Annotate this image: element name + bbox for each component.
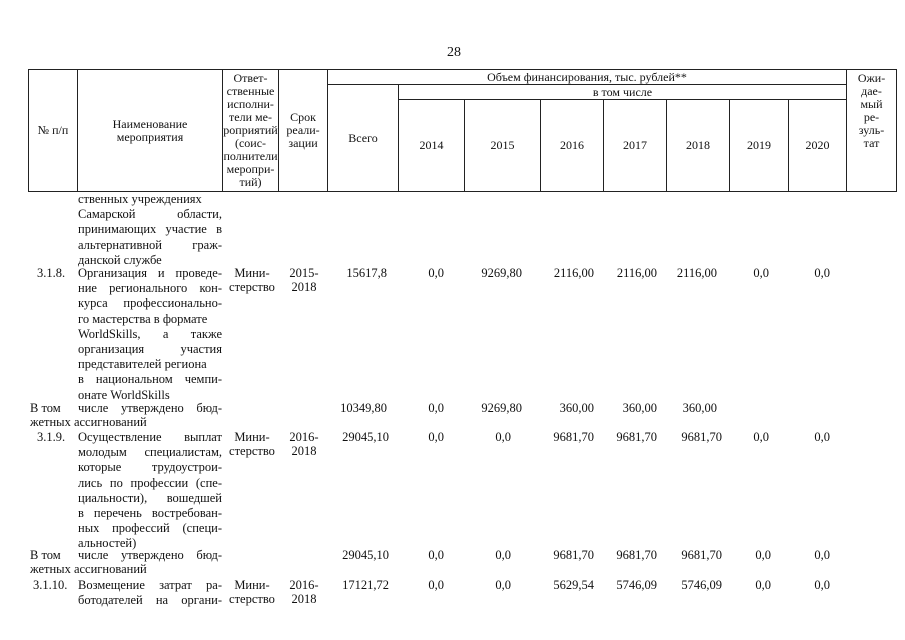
row-num-continuation: жетных ассигнований <box>30 415 147 429</box>
row-description: Осуществление выплат молодым специалистам, которые трудоустрои- лись по профессии (спе- циальности), вошедшей в перечень востребован- ных профессий (специ- альностей) <box>78 430 222 551</box>
value-2015: 9269,80 <box>481 401 522 415</box>
value-2014: 0,0 <box>428 548 444 562</box>
value-2016: 9681,70 <box>553 430 594 444</box>
header-including: в том числе <box>398 84 847 100</box>
value-2018: 9681,70 <box>681 548 722 562</box>
header-year-2019: 2019 <box>729 99 789 192</box>
header-year-2020: 2020 <box>788 99 847 192</box>
header-year-2014: 2014 <box>398 99 465 192</box>
header-result: Ожи- дае- мый ре- зуль- тат <box>846 69 897 192</box>
value-2014: 0,0 <box>428 430 444 444</box>
row-responsible: Мини- стерство <box>229 266 275 294</box>
value-2017: 9681,70 <box>616 430 657 444</box>
value-2020: 0,0 <box>814 548 830 562</box>
value-2015: 0,0 <box>495 430 511 444</box>
header-responsible: Ответ- ственные исполни- тели ме- роприятий (соис- полнители меропри- тий) <box>222 69 279 192</box>
value-total: 17121,72 <box>342 578 389 592</box>
value-2016: 9681,70 <box>553 548 594 562</box>
value-total: 29045,10 <box>342 430 389 444</box>
value-2018: 360,00 <box>682 401 717 415</box>
header-num: № п/п <box>28 69 78 192</box>
row-num-continuation: жетных ассигнований <box>30 562 147 576</box>
header-year-2018: 2018 <box>666 99 730 192</box>
header-year-2015: 2015 <box>464 99 541 192</box>
row-description: Возмещение затрат ра- ботодателей на органи- <box>78 578 222 608</box>
value-2020: 0,0 <box>814 578 830 592</box>
header-year-2017: 2017 <box>603 99 667 192</box>
row-term: 2016- 2018 <box>289 578 319 606</box>
value-2015: 0,0 <box>495 578 511 592</box>
value-total: 10349,80 <box>340 401 387 415</box>
row-description: числе утверждено бюд- <box>78 548 222 562</box>
continuation-text: ственных учреждениях Самарской области, принимающих участие в альтернативной граж- данской службе <box>78 192 222 267</box>
value-2019: 0,0 <box>753 266 769 280</box>
row-description: числе утверждено бюд- <box>78 401 222 415</box>
row-description: Организация и проведе- ние регионального кон- курса профессионально- го мастерства в формате WorldSkills, а также организация участия представителей региона в национальном чемпи- онате WorldSkills <box>78 266 222 402</box>
value-total: 15617,8 <box>346 266 387 280</box>
value-2019: 0,0 <box>755 578 771 592</box>
value-total: 29045,10 <box>342 548 389 562</box>
header-total: Всего <box>327 84 399 192</box>
value-2016: 360,00 <box>559 401 594 415</box>
value-2019: 0,0 <box>755 548 771 562</box>
header-funding: Объем финансирования, тыс. рублей** <box>327 69 847 85</box>
value-2014: 0,0 <box>428 401 444 415</box>
value-2017: 2116,00 <box>616 266 657 280</box>
value-2020: 0,0 <box>814 430 830 444</box>
header-year-2016: 2016 <box>540 99 604 192</box>
row-num: В том <box>30 548 61 562</box>
row-responsible: Мини- стерство <box>229 430 275 458</box>
value-2016: 2116,00 <box>553 266 594 280</box>
header-term: Срок реали- зации <box>278 69 328 192</box>
value-2017: 360,00 <box>622 401 657 415</box>
value-2018: 9681,70 <box>681 430 722 444</box>
value-2017: 9681,70 <box>616 548 657 562</box>
row-responsible: Мини- стерство <box>229 578 275 606</box>
value-2017: 5746,09 <box>616 578 657 592</box>
value-2020: 0,0 <box>814 266 830 280</box>
row-term: 2015- 2018 <box>289 266 319 294</box>
row-term: 2016- 2018 <box>289 430 319 458</box>
value-2018: 5746,09 <box>681 578 722 592</box>
page-number: 28 <box>447 45 461 60</box>
value-2016: 5629,54 <box>553 578 594 592</box>
header-name: Наименование мероприятия <box>77 69 223 192</box>
row-num: 3.1.8. <box>37 266 66 280</box>
value-2014: 0,0 <box>428 578 444 592</box>
value-2018: 2116,00 <box>676 266 717 280</box>
row-num: 3.1.10. <box>33 578 68 592</box>
row-num: В том <box>30 401 61 415</box>
value-2015: 9269,80 <box>481 266 522 280</box>
value-2019: 0,0 <box>753 430 769 444</box>
row-num: 3.1.9. <box>37 430 66 444</box>
value-2015: 0,0 <box>495 548 511 562</box>
value-2014: 0,0 <box>428 266 444 280</box>
